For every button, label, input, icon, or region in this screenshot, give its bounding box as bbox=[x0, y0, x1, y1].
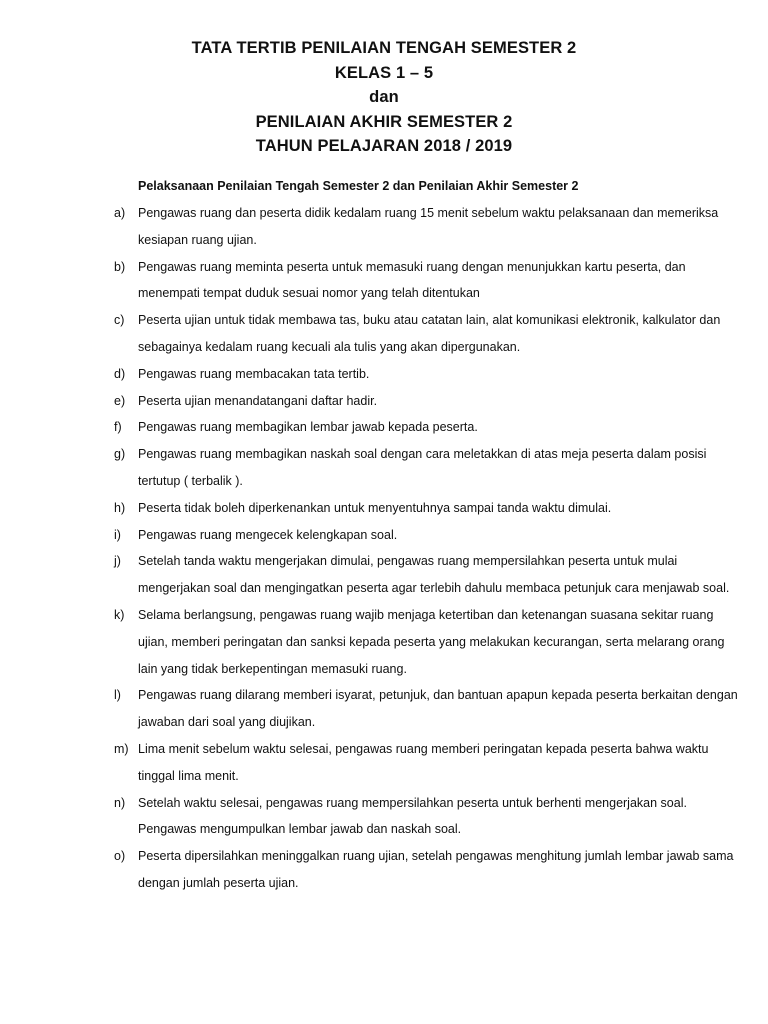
rule-marker: c) bbox=[114, 313, 125, 328]
rule-item-c bbox=[114, 307, 739, 361]
rule-text: Lima menit sebelum waktu selesai, pengawas ruang memberi peringatan kepada peserta bahwa waktu tinggal lima menit. bbox=[138, 741, 709, 783]
rule-item-d bbox=[114, 361, 739, 388]
rule-marker: f) bbox=[114, 420, 122, 435]
rule-marker: n) bbox=[114, 795, 126, 810]
rule-text: Pengawas ruang membacakan tata tertib. bbox=[138, 366, 370, 381]
rule-item-n bbox=[114, 790, 739, 844]
rule-item-k bbox=[114, 602, 739, 682]
rule-item-o bbox=[114, 843, 739, 897]
rule-text: Pengawas ruang membagikan lembar jawab kepada peserta. bbox=[138, 420, 478, 435]
rule-marker: e) bbox=[114, 393, 126, 408]
rule-marker: i) bbox=[114, 527, 121, 542]
rule-text: Peserta dipersilahkan meninggalkan ruang ujian, setelah pengawas menghitung jumlah lembar jawab sama dengan jumlah peserta ujian. bbox=[138, 849, 734, 890]
rule-text: Pengawas ruang dan peserta didik kedalam ruang 15 menit sebelum waktu pelaksanaan dan memeriksa kesiapan ruang ujian. bbox=[138, 206, 719, 247]
title-line-3: dan bbox=[369, 88, 399, 106]
title-line-1: TATA TERTIB PENILAIAN TENGAH SEMESTER 2 bbox=[191, 39, 577, 57]
rule-item-e bbox=[114, 388, 739, 415]
rule-item-l bbox=[114, 682, 739, 736]
rule-item-g bbox=[114, 441, 739, 495]
rule-marker: b) bbox=[114, 259, 126, 274]
title-line-4: PENILAIAN AKHIR SEMESTER 2 bbox=[255, 112, 513, 131]
rule-marker: k) bbox=[114, 607, 125, 622]
section-heading: Pelaksanaan Penilaian Tengah Semester 2 dan Penilaian Akhir Semester 2 bbox=[138, 179, 579, 193]
rule-marker: j) bbox=[114, 554, 121, 569]
rules-list bbox=[114, 200, 739, 897]
rule-text: Selama berlangsung, pengawas ruang wajib menjaga ketertiban dan ketenangan suasana sekitar ruang ujian, memberi peringatan dan sanksi kepada peserta yang melakukan kecurangan, serta melarang orang lain yang tidak berkepentingan memasuki ruang. bbox=[138, 607, 725, 676]
rule-item-a bbox=[114, 200, 739, 254]
rule-marker: m) bbox=[114, 741, 129, 756]
rule-marker: g) bbox=[114, 447, 126, 462]
rule-text: Peserta ujian menandatangani daftar hadir. bbox=[138, 393, 378, 408]
rule-marker: a) bbox=[114, 206, 126, 220]
title-line-5: TAHUN PELAJARAN 2018 / 2019 bbox=[255, 137, 513, 155]
rule-marker: l) bbox=[114, 688, 121, 703]
rule-marker: h) bbox=[114, 500, 126, 515]
rule-text: Pengawas ruang mengecek kelengkapan soal. bbox=[138, 527, 398, 542]
rule-item-i bbox=[114, 522, 739, 549]
title-line-2: KELAS 1 – 5 bbox=[334, 63, 434, 82]
rule-text: Setelah tanda waktu mengerjakan dimulai, pengawas ruang mempersilahkan peserta untuk mulai mengerjakan soal dan mengingatkan peserta agar terlebih dahulu membaca petunjuk cara menjawab soal. bbox=[138, 554, 730, 596]
rule-item-h bbox=[114, 495, 739, 522]
rule-text: Pengawas ruang dilarang memberi isyarat, petunjuk, dan bantuan apapun kepada peserta berkaitan dengan jawaban dari soal yang diujikan. bbox=[138, 688, 738, 730]
rule-item-f bbox=[114, 414, 739, 441]
rule-text: Setelah waktu selesai, pengawas ruang mempersilahkan peserta untuk berhenti mengerjakan soal. Pengawas mengumpulkan lembar jawab dan naskah soal. bbox=[138, 795, 687, 837]
rule-text: Peserta tidak boleh diperkenankan untuk menyentuhnya sampai tanda waktu dimulai. bbox=[138, 500, 612, 515]
rule-text: Pengawas ruang membagikan naskah soal dengan cara meletakkan di atas meja peserta dalam posisi tertutup ( terbalik ). bbox=[138, 447, 707, 488]
document-title bbox=[0, 36, 768, 159]
rule-marker: o) bbox=[114, 849, 126, 864]
rule-text: Pengawas ruang meminta peserta untuk memasuki ruang dengan menunjukkan kartu peserta, dan menempati tempat duduk sesuai nomor yang telah ditentukan bbox=[138, 259, 686, 301]
rule-item-j bbox=[114, 548, 739, 602]
rule-item-b bbox=[114, 254, 739, 308]
rule-marker: d) bbox=[114, 366, 126, 381]
rule-text: Peserta ujian untuk tidak membawa tas, buku atau catatan lain, alat komunikasi elektronik, kalkulator dan sebagainya kedalam ruang kecuali ala tulis yang akan dipergunakan. bbox=[138, 313, 721, 354]
rule-item-m bbox=[114, 736, 739, 790]
